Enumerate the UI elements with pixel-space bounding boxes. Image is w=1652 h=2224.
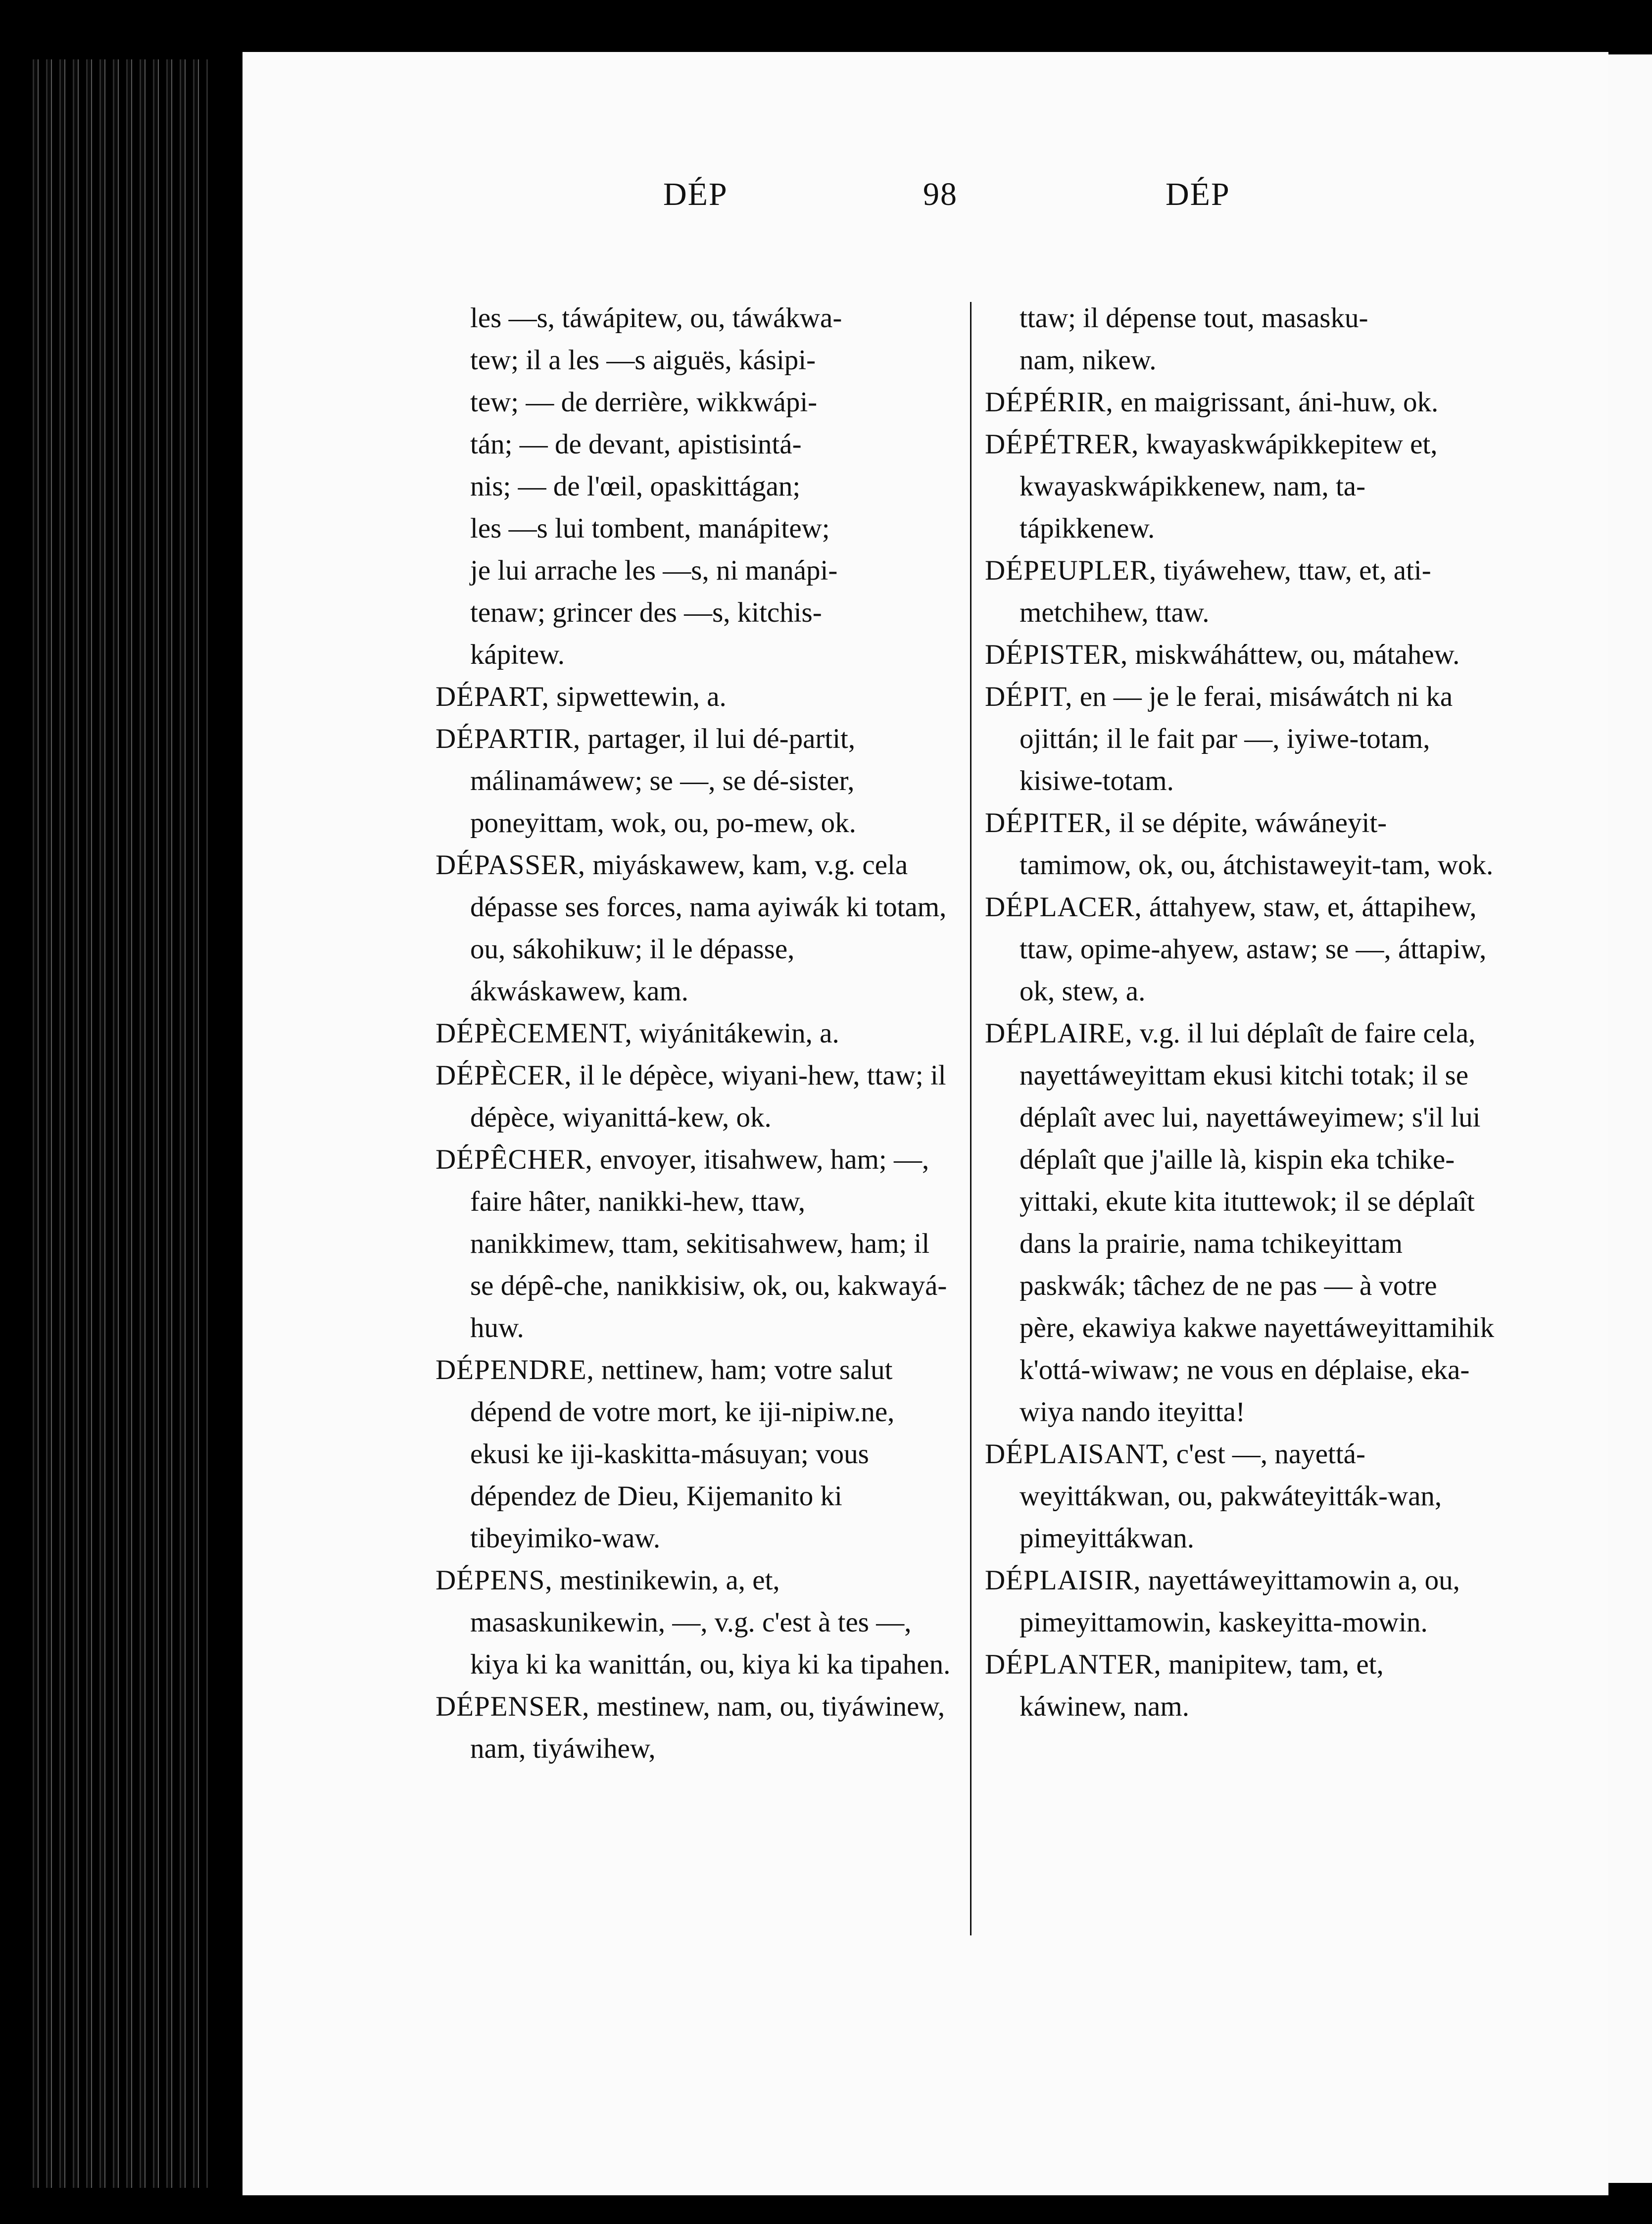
dictionary-entry: [436, 1138, 955, 1349]
entry-definition: partager, il lui dé-partit, málinamáwew; se —, se dé-sister, poneyittam, wok, ou, po-mew, ok.: [470, 723, 856, 839]
entry-definition: manipitew, tam, et, káwinew, nam.: [1020, 1649, 1384, 1722]
dictionary-entry: [436, 1012, 955, 1054]
left-column: [436, 297, 955, 1770]
entry-headword: DÉPÈCEMENT,: [436, 1018, 632, 1049]
entry-definition: mestinew, nam, ou, tiyáwinew, nam, tiyáwihew,: [470, 1691, 945, 1764]
entry-definition: en — je le ferai, misáwátch ni ka ojittán; il le fait par —, iyiwe-totam, kisiwe-totam.: [1020, 681, 1453, 796]
dictionary-entry: [985, 1643, 1495, 1728]
entry-headword: DÉPIT,: [985, 681, 1073, 712]
entry-headword: DÉPARTIR,: [436, 723, 581, 754]
dictionary-entry: [436, 844, 955, 1012]
entry-headword: DÉPISTER,: [985, 639, 1128, 670]
dictionary-entry: [985, 423, 1495, 549]
entry-definition: sipwettewin, a.: [556, 681, 727, 712]
entry-headword: DÉPLAISANT,: [985, 1438, 1169, 1470]
continuation-line: tán; — de devant, apistisintá-: [470, 429, 802, 460]
continuation-line: tew; il a les —s aiguës, kásipi-: [470, 345, 816, 376]
book-binding-shadow: [30, 59, 208, 2188]
continuation-line: tew; — de derrière, wikkwápi-: [470, 387, 818, 418]
dictionary-entry: [436, 676, 955, 718]
column-divider: [970, 302, 972, 1935]
dictionary-entry: [436, 1685, 955, 1770]
dictionary-entry: [985, 886, 1495, 1012]
entry-headword: DÉPEUPLER,: [985, 555, 1157, 586]
continuation-line: nis; — de l'œil, opaskittágan;: [470, 471, 801, 502]
dictionary-entry: [436, 1349, 955, 1559]
entry-headword: DÉPASSER,: [436, 849, 586, 881]
dictionary-entry: [985, 634, 1495, 676]
dictionary-entry: [985, 1559, 1495, 1643]
dictionary-entry: [985, 1433, 1495, 1559]
entry-definition: kwayaskwápikkepitew et, kwayaskwápikkenew, nam, ta-tápikkenew.: [1020, 429, 1438, 544]
entry-definition: nettinew, ham; votre salut dépend de votre mort, ke iji-nipiw.ne, ekusi ke iji-kaskitta-másuyan; vous dépendez de Dieu, Kijemanito ki tibeyimiko-waw.: [470, 1354, 895, 1554]
dictionary-entry: [436, 1559, 955, 1685]
entry-headword: DÉPLAISIR,: [985, 1565, 1141, 1596]
entry-definition: envoyer, itisahwew, ham; —, faire hâter, nanikki-hew, ttaw, nanikkimew, ttam, sekitisahwew, ham; il se dépê-che, nanikkisiw, ok, ou, kakwayá-huw.: [470, 1144, 947, 1343]
entry-headword: DÉPÈCER,: [436, 1060, 572, 1091]
entry-definition: áttahyew, staw, et, áttapihew, ttaw, opime-ahyew, astaw; se —, áttapiw, ok, stew, a.: [1020, 891, 1487, 1007]
entry-headword: DÉPÉRIR,: [985, 387, 1114, 418]
running-head-right: DÉP: [1166, 176, 1230, 212]
entry-headword: DÉPLANTER,: [985, 1649, 1162, 1680]
dictionary-entry: [985, 1012, 1495, 1433]
entry-headword: DÉPENDRE,: [436, 1354, 594, 1385]
entry-definition: mestinikewin, a, et, masaskunikewin, —, v.g. c'est à tes —, kiya ki ka wanittán, ou, kiya ki ka tipahen.: [470, 1565, 951, 1680]
entry-definition: nayettáweyittamowin a, ou, pimeyittamowin, kaskeyitta-mowin.: [1020, 1565, 1460, 1638]
entry-headword: DÉPLAIRE,: [985, 1018, 1133, 1049]
entry-definition: en maigrissant, áni-huw, ok.: [1120, 387, 1439, 418]
continuation-line: nam, nikew.: [1020, 345, 1157, 376]
dictionary-entry: [985, 549, 1495, 634]
right-column: [985, 297, 1495, 1728]
continuation-line: ttaw; il dépense tout, masasku-: [1020, 302, 1368, 334]
entry-definition: miyáskawew, kam, v.g. cela dépasse ses forces, nama ayiwák ki totam, ou, sákohikuw; il le dépasse, ákwáskawew, kam.: [470, 849, 947, 1007]
dictionary-entry: [436, 1054, 955, 1138]
entry-definition: wiyánitákewin, a.: [639, 1018, 839, 1049]
continuation-line: tenaw; grincer des —s, kitchis-: [470, 597, 822, 628]
running-head-left: DÉP: [663, 176, 728, 212]
continuation-line: les —s lui tombent, manápitew;: [470, 513, 830, 544]
page-number: 98: [923, 176, 958, 212]
dictionary-entry: [985, 802, 1495, 886]
dictionary-entry: [436, 718, 955, 844]
entry-definition: v.g. il lui déplaît de faire cela, nayettáweyittam ekusi kitchi totak; il se déplaît avec lui, nayettáweyimew; s'il lui déplaît que j'aille là, kispin eka tchike-yittaki, ekute kita ituttewok; il se déplaît dans la prairie, nama tchikeyittam paskwák; tâchez de ne pas — à votre père, ekawiya kakwe nayettáweyittamihik k'ottá-wiwaw; ne vous en déplaise, eka-wiya nando iteyitta!: [1020, 1018, 1495, 1428]
entry-headword: DÉPÊCHER,: [436, 1144, 593, 1175]
entry-headword: DÉPART,: [436, 681, 550, 712]
entry-headword: DÉPENS,: [436, 1565, 553, 1596]
entry-headword: DÉPLACER,: [985, 891, 1142, 923]
continuation-line: les —s, táwápitew, ou, táwákwa-: [470, 302, 842, 334]
entry-definition: c'est —, nayettá-weyittákwan, ou, pakwáteyitták-wan, pimeyittákwan.: [1020, 1438, 1442, 1554]
entry-headword: DÉPENSER,: [436, 1691, 590, 1722]
entry-headword: DÉPÉTRER,: [985, 429, 1139, 460]
dictionary-entry: [985, 381, 1495, 423]
entry-definition: miskwáháttew, ou, mátahew.: [1135, 639, 1460, 670]
dictionary-entry: [985, 676, 1495, 802]
next-page-edge: [1608, 54, 1652, 2183]
entry-definition: il se dépite, wáwáneyit-tamimow, ok, ou, átchistaweyit-tam, wok.: [1020, 807, 1494, 881]
entry-definition: tiyáwehew, ttaw, et, ati-metchihew, ttaw.: [1020, 555, 1431, 628]
continuation-line: kápitew.: [470, 639, 565, 670]
continuation-line: je lui arrache les —s, ni manápi-: [470, 555, 838, 586]
entry-definition: il le dépèce, wiyani-hew, ttaw; il dépèce, wiyanittá-kew, ok.: [470, 1060, 946, 1133]
entry-headword: DÉPITER,: [985, 807, 1112, 839]
